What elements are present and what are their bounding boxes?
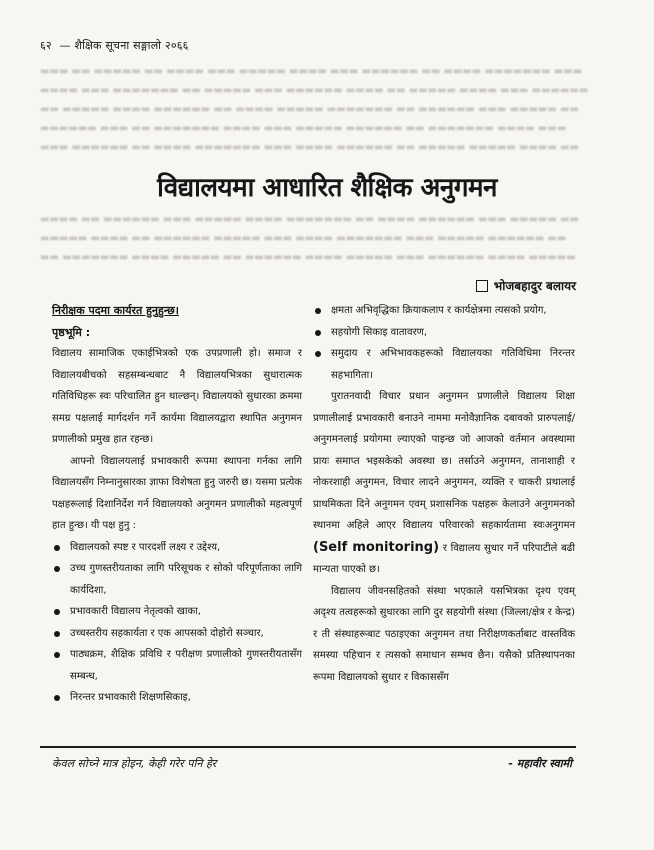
quote-text: केवल सोच्ने मात्र होइन, केही गरेर पनि हेर [52,757,217,770]
page-header [40,38,189,53]
footer-divider [40,746,576,748]
bullet-icon [54,545,60,551]
publication-name: — शैक्षिक सूचना सङ्गालो २०६६ [59,39,189,52]
left-column [52,300,302,709]
paragraph: विद्यालय जीवनसहितको संस्था भएकाले यसभित्रका दृश्य एवम् अदृश्य तत्वहरूको सुधारका लागि दुर सहयोगी संस्था (जिल्ला/क्षेत्र र केन्द्र) र ती संस्थाहरूबाट पठाइएका अनुगमन तथा निरीक्षणकर्ताबाट वास्तविक समस्या पहिचान र त्यसको समाधान सम्भव छैन। यसैको प्रतिस्थापनका रूपमा विद्यालयको सुधार र विकाससँग [313,585,575,683]
list-item: सहयोगी सिकाइ वातावरण, [313,322,575,344]
footer-quote [52,756,572,771]
quote-attribution: - महावीर स्वामी [508,757,572,770]
bullet-icon [54,566,60,572]
bleed-through: ▬▬ ▬▬▬▬▬▬▬ ▬▬▬▬ ▬▬▬▬▬ ▬▬ ▬▬▬▬▬▬ ▬▬▬▬ ▬▬▬▬▬ ▬▬▬ ▬▬▬▬▬▬ ▬▬▬▬ ▬▬▬▬▬ [40,252,576,263]
self-monitoring-term: (Self monitoring) [313,539,440,555]
bleed-through: ▬▬▬▬ ▬▬▬ ▬▬▬▬▬▬▬ ▬▬ ▬▬▬▬▬ ▬▬▬ ▬▬▬▬▬▬ ▬▬▬▬ ▬▬ ▬▬▬▬▬ ▬▬▬▬ ▬▬▬ ▬▬▬▬▬▬ [40,85,589,96]
author-name: भोजबहादुर बलायर [493,279,576,293]
paragraph: पुरातनवादी विचार प्रधान अनुगमन प्रणालीले विद्यालय शिक्षा प्रणालीलाई प्रभावकारी बनाउने नाममा मनोवैज्ञानिक दबावको प्रारुपलाई/अनुगमनलाई प्रयोगमा ल्याएको पाइन्छ जो आजको वर्तमान अवस्थामा प्रायः समाप्त भइसकेको अवस्था छ। तर्साउने अनुगमन, तानाशाही र नोकरशाही अनुगमन, विचार लादने अनुगमन, व्यक्ति र चाकरी प्रथालाई प्राथमिकता दिने अनुगमन एवम् प्रशासनिक पक्षहरू केलाउने अनुगमनको स्थानमा अहिले आएर विद्यालय परिवारको सहकार्यतामा स्वःअनुगमन (Self monitoring) र विद्यालय सुधार गर्ने परिपाटीले बढी मान्यता पाएको छ। [313,391,576,575]
list-item: समुदाय र अभिभावकहरूको विद्यालयका गतिविधिमा निरन्तर सहभागिता। [313,343,575,386]
page-number: ६२ [40,39,52,52]
checkbox-square-icon [476,280,488,292]
list-item: क्षमता अभिवृद्धिका क्रियाकलाप र कार्यक्षेत्रमा त्यसको प्रयोग, [313,300,575,322]
list-item: पाठ्यक्रम, शैक्षिक प्रविधि र परीक्षण प्रणालीको गुणस्तरीयतासँग सम्बन्ध, [52,644,302,687]
bleed-through: ▬▬▬▬▬▬ ▬▬▬ ▬▬ ▬▬▬▬▬▬▬ ▬▬▬▬ ▬▬▬ ▬▬▬▬▬ ▬▬▬▬▬▬ ▬▬ ▬▬▬▬▬▬▬ ▬▬▬▬ ▬▬▬ [40,123,567,134]
author-byline [476,277,576,294]
paragraph: आफ्नो विद्यालयलाई प्रभावकारी रूपमा स्थापना गर्नका लागि विद्यालयसँग निम्नानुसारका ज्ञाफा विशेषता हुनु जरुरी छ। यसमा प्रत्येक पक्षहरूलाई दिशानिर्देश गर्न विद्यालयको अनुगमन प्रणालीको महत्वपूर्ण हात हुन्छ। यी पक्ष हुनु : [52,455,302,531]
bullet-list [52,537,302,709]
list-item: निरन्तर प्रभावकारी शिक्षणसिकाइ, [52,687,302,709]
bullet-icon [54,631,60,637]
list-item: उच्चस्तरीय सहकार्यता र एक आपसको दोहोरो सञ्चार, [52,623,302,645]
bleed-through: ▬▬▬▬▬ ▬▬▬▬ ▬▬ ▬▬▬▬▬▬ ▬▬▬▬▬ ▬▬▬ ▬▬▬▬ ▬▬▬▬▬▬▬ ▬▬▬ ▬▬▬▬▬ ▬▬▬▬▬▬ ▬▬ [40,233,567,244]
right-column [313,300,575,688]
bullet-icon [315,330,321,336]
list-item: प्रभावकारी विद्यालय नेतृत्वको खाका, [52,601,302,623]
bleed-through: ▬▬▬ ▬▬▬▬▬▬ ▬▬ ▬▬▬▬ ▬▬▬▬▬▬▬ ▬▬▬ ▬▬▬▬ ▬▬▬▬▬▬ ▬▬ ▬▬▬▬▬ ▬▬▬▬▬ ▬▬▬▬ ▬▬ [40,142,579,153]
bullet-icon [315,351,321,357]
bleed-through: ▬▬ ▬▬▬▬▬ ▬▬▬▬ ▬▬▬▬▬▬ ▬▬ ▬▬▬▬ ▬▬▬▬▬ ▬▬▬▬▬▬▬ ▬▬ ▬▬▬▬▬▬ ▬▬▬ ▬▬▬▬▬ ▬▬ [40,104,579,115]
bullet-icon [54,609,60,615]
bleed-through: ▬▬▬▬ ▬▬ ▬▬▬▬▬▬ ▬▬▬ ▬▬▬▬▬ ▬▬▬▬ ▬▬▬▬▬▬▬ ▬▬ ▬▬▬▬ ▬▬▬▬▬▬ ▬▬▬ ▬▬▬▬▬ ▬▬ [40,214,579,225]
list-item: विद्यालयको स्पष्ट र पारदर्शी लक्ष्य र उद्देश्य, [52,537,302,559]
bullet-icon [315,308,321,314]
bullet-list [313,300,575,386]
bullet-icon [54,652,60,658]
author-note: निरीक्षक पदमा कार्यरत हुनुहुन्छ। [52,304,179,317]
list-item: उच्च गुणस्तरीयताका लागि परिसूचक र सोको परिपूर्णताका लागि कार्यदिशा, [52,558,302,601]
article-title: विद्यालयमा आधारित शैक्षिक अनुगमन [157,173,497,203]
bullet-icon [54,695,60,701]
bleed-through: ▬▬▬ ▬▬ ▬▬▬▬▬ ▬▬ ▬▬▬▬ ▬▬▬ ▬▬▬▬▬ ▬▬▬▬ ▬▬▬ ▬▬▬▬▬▬ ▬▬ ▬▬▬▬ ▬▬▬▬▬▬▬ ▬▬▬ [40,66,583,77]
paragraph: विद्यालय सामाजिक एकाईभित्रको एक उपप्रणाली हो। समाज र विद्यालयबीचको सहसम्बन्धबाट नै विद्यालयभित्रका सुधारात्मक गतिविधिहरू स्वः परिचालित हुन थाल्छन्। विद्यालयको सुधारका क्रममा समग्र पक्षलाई मार्गदर्शन गर्ने कार्यमा विद्यालयद्वारा स्थापित अनुगमन प्रणालीको प्रमुख हात रहन्छ। [52,348,302,445]
section-heading: पृष्ठभूमि : [52,325,91,339]
